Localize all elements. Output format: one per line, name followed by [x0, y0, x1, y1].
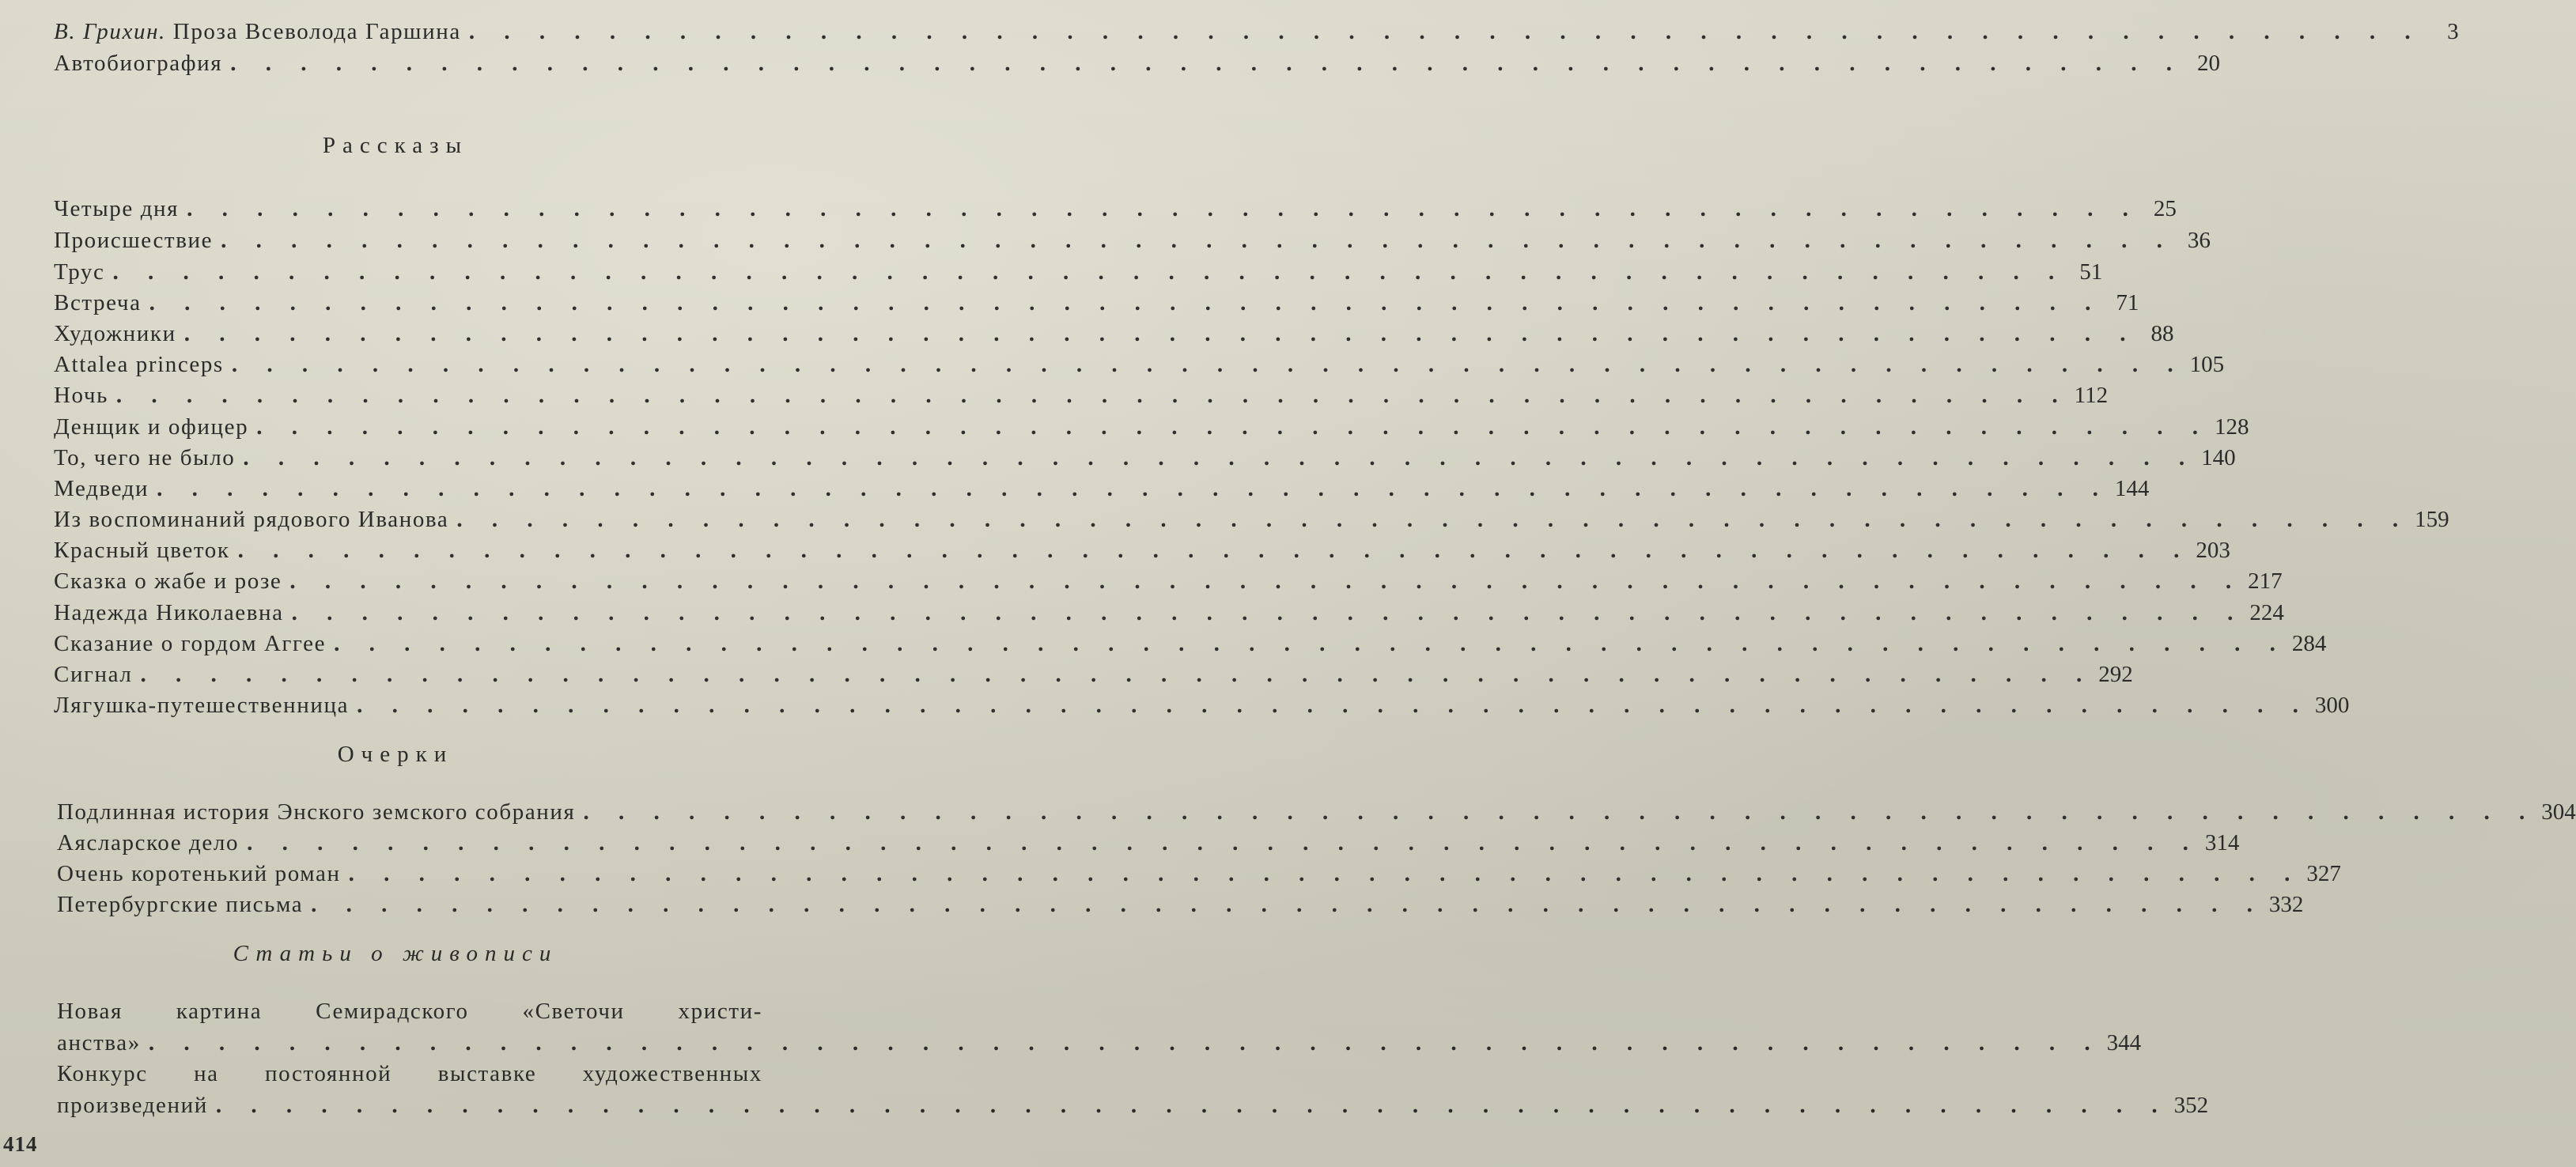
- section-heading-painting: Статьи о живописи: [233, 941, 558, 966]
- dot-leader: . . . . . . . . . . . . . . . . . . . . . . . . . . . . . . . . . . . . . . . . . . . . . . . . . . . . . . . .: [112, 259, 2067, 285]
- entry-page: 144: [2114, 476, 2150, 501]
- toc-entry: [54, 225, 2211, 256]
- entry-title: Медведи: [54, 476, 149, 501]
- entry-title: Сигнал: [54, 662, 133, 687]
- entry-page: 25: [2153, 196, 2177, 221]
- dot-leader: . . . . . . . . . . . . . . . . . . . . . . . . . . . . . . . . . . . . . . . . . . . . . . . . . . . . . . . .: [247, 830, 2200, 855]
- entry-title: Встреча: [54, 290, 142, 315]
- dot-leader: . . . . . . . . . . . . . . . . . . . . . . . . . . . . . . . . . . . . . . . . . . . . . . . . . . . . . . . .: [456, 507, 2411, 532]
- entry-page: 292: [2098, 662, 2133, 687]
- entry-page: 128: [2214, 414, 2249, 440]
- entry-title-line2-row: [57, 1090, 2209, 1121]
- dot-leader: . . . . . . . . . . . . . . . . . . . . . . . . . . . . . . . . . . . . . . . . . . . . . . . . . . . . . . . .: [348, 861, 2302, 886]
- entry-title: То, чего не было: [54, 445, 236, 470]
- entry-page: 20: [2196, 51, 2220, 76]
- entry-title: [54, 16, 461, 47]
- entry-page: 71: [2116, 290, 2139, 315]
- toc-entry: [54, 473, 2150, 504]
- entry-title: Attalea princeps: [54, 352, 224, 377]
- toc-entry: [54, 628, 2327, 659]
- entry-title-line1: Конкурс на постоянной выставке художественных: [57, 1061, 762, 1086]
- entry-title: Происшествие: [54, 228, 214, 253]
- toc-entry: [54, 534, 2230, 566]
- toc-entry: [54, 442, 2236, 474]
- toc-entry: [54, 380, 2109, 411]
- dot-leader: . . . . . . . . . . . . . . . . . . . . . . . . . . . . . . . . . . . . . . . . . . . . . . . . . . . . . . . .: [237, 538, 2192, 563]
- entry-title-text: Проза Всеволода Гаршина: [172, 19, 461, 44]
- toc-entry: [54, 256, 2103, 288]
- entry-title: Из воспоминаний рядового Иванова: [54, 507, 449, 532]
- entry-page: 352: [2173, 1093, 2209, 1118]
- entry-page: 284: [2291, 631, 2327, 656]
- dot-leader: . . . . . . . . . . . . . . . . . . . . . . . . . . . . . . . . . . . . . . . . . . . . . . . . . . . . . . . .: [311, 892, 2264, 917]
- entry-page: 88: [2150, 321, 2174, 346]
- dot-leader: . . . . . . . . . . . . . . . . . . . . . . . . . . . . . . . . . . . . . . . . . . . . . . . . . . . . . . . .: [221, 228, 2174, 253]
- section-heading-stories: Рассказы: [322, 133, 469, 158]
- entry-title: Четыре дня: [54, 196, 180, 221]
- entry-page: 314: [2204, 830, 2240, 855]
- toc-entry: [54, 287, 2139, 319]
- dot-leader: . . . . . . . . . . . . . . . . . . . . . . . . . . . . . . . . . . . . . . . . . . . . . . . . . . . . . . . .: [256, 414, 2210, 440]
- entry-page: 36: [2187, 228, 2211, 253]
- entry-title: Надежда Николаевна: [54, 600, 284, 625]
- dot-leader: . . . . . . . . . . . . . . . . . . . . . . . . . . . . . . . . . . . . . . . . . . . . . . . . . . . . . . . .: [148, 1030, 2102, 1056]
- entry-title: Трус: [54, 259, 105, 285]
- dot-leader: . . . . . . . . . . . . . . . . . . . . . . . . . . . . . . . . . . . . . . . . . . . . . . . . . . . . . . . .: [140, 662, 2094, 687]
- toc-entry: [57, 796, 2576, 828]
- toc-entry-multiline: [57, 995, 2142, 1059]
- entry-title-line1: Новая картина Семирадского «Светочи христи-: [57, 999, 762, 1024]
- dot-leader: . . . . . . . . . . . . . . . . . . . . . . . . . . . . . . . . . . . . . . . . . . . . . . . . . . . . . . . .: [468, 19, 2423, 44]
- entry-author: В. Грихин.: [54, 19, 166, 44]
- entry-title: Аясларское дело: [57, 830, 240, 855]
- entry-page: 112: [2074, 383, 2109, 408]
- dot-leader: . . . . . . . . . . . . . . . . . . . . . . . . . . . . . . . . . . . . . . . . . . . . . . . . . . . . . . . .: [231, 352, 2185, 377]
- toc-entry: [54, 349, 2225, 380]
- entry-title: Петербургские письма: [57, 892, 304, 917]
- entry-title-line2: произведений: [57, 1093, 208, 1118]
- toc-entry: [54, 193, 2177, 225]
- entry-page: 304: [2541, 799, 2576, 825]
- entry-page: 159: [2415, 507, 2449, 532]
- dot-leader: . . . . . . . . . . . . . . . . . . . . . . . . . . . . . . . . . . . . . . . . . . . . . . . . . . . . . . . .: [230, 51, 2184, 76]
- entry-title: Ночь: [54, 383, 108, 408]
- toc-entry-multiline: [57, 1058, 2209, 1121]
- toc-entry: [54, 411, 2249, 443]
- entry-page: 217: [2248, 568, 2283, 594]
- entry-title: Художники: [54, 321, 176, 346]
- dot-leader: . . . . . . . . . . . . . . . . . . . . . . . . . . . . . . . . . . . . . . . . . . . . . . . . . . . . . . . .: [157, 476, 2110, 501]
- entry-title: Сказание о гордом Аггее: [54, 631, 327, 656]
- page-number: 414: [3, 1132, 38, 1156]
- dot-leader: . . . . . . . . . . . . . . . . . . . . . . . . . . . . . . . . . . . . . . . . . . . . . . . . . . . . . . . .: [183, 321, 2138, 346]
- entry-page: 332: [2268, 892, 2304, 917]
- entry-page: 3: [2447, 19, 2459, 44]
- entry-title: Автобиография: [54, 51, 223, 76]
- entry-title: Очень коротенький роман: [57, 861, 341, 886]
- dot-leader: . . . . . . . . . . . . . . . . . . . . . . . . . . . . . . . . . . . . . . . . . . . . . . . . . . . . . . . .: [149, 290, 2103, 315]
- entry-page: 51: [2079, 259, 2103, 285]
- entry-title: Денщик и офицер: [54, 414, 249, 440]
- toc-entry: [54, 504, 2449, 535]
- dot-leader: . . . . . . . . . . . . . . . . . . . . . . . . . . . . . . . . . . . . . . . . . . . . . . . . . . . . . . . .: [243, 445, 2197, 470]
- toc-entry: [54, 689, 2350, 721]
- entry-title: Лягушка-путешественница: [54, 693, 350, 718]
- entry-title: Подлинная история Энского земского собрания: [57, 799, 576, 825]
- entry-page: 203: [2196, 538, 2230, 563]
- toc-entry-preface: [54, 16, 2459, 47]
- dot-leader: . . . . . . . . . . . . . . . . . . . . . . . . . . . . . . . . . . . . . . . . . . . . . . . . . . . . . . . .: [289, 568, 2244, 594]
- entry-page: 105: [2189, 352, 2225, 377]
- toc-entry: [54, 597, 2284, 629]
- toc-entry: [54, 659, 2133, 690]
- entry-title: Красный цветок: [54, 538, 230, 563]
- entry-page: 224: [2249, 600, 2284, 625]
- toc-entry: [57, 858, 2341, 889]
- toc-entry-autobiography: [54, 47, 2220, 79]
- section-heading-essays: Очерки: [337, 742, 454, 767]
- toc-entry: [57, 889, 2304, 920]
- entry-page: 300: [2314, 693, 2350, 718]
- entry-page: 140: [2201, 445, 2236, 470]
- entry-page: 344: [2106, 1030, 2142, 1056]
- entry-page: 327: [2306, 861, 2341, 886]
- dot-leader: . . . . . . . . . . . . . . . . . . . . . . . . . . . . . . . . . . . . . . . . . . . . . . . . . . . . . . . .: [334, 631, 2287, 656]
- entry-title-line2: анства»: [57, 1030, 141, 1056]
- toc-entry: [54, 318, 2174, 349]
- dot-leader: . . . . . . . . . . . . . . . . . . . . . . . . . . . . . . . . . . . . . . . . . . . . . . . . . . . . . . . .: [215, 1093, 2169, 1118]
- toc-entry: [57, 827, 2240, 859]
- entry-title-line2-row: [57, 1027, 2142, 1059]
- dot-leader: . . . . . . . . . . . . . . . . . . . . . . . . . . . . . . . . . . . . . . . . . . . . . . . . . . . . . . . .: [583, 799, 2537, 825]
- dot-leader: . . . . . . . . . . . . . . . . . . . . . . . . . . . . . . . . . . . . . . . . . . . . . . . . . . . . . . . .: [291, 600, 2245, 625]
- dot-leader: . . . . . . . . . . . . . . . . . . . . . . . . . . . . . . . . . . . . . . . . . . . . . . . . . . . . . . . .: [187, 196, 2140, 221]
- dot-leader: . . . . . . . . . . . . . . . . . . . . . . . . . . . . . . . . . . . . . . . . . . . . . . . . . . . . . . . .: [115, 383, 2070, 408]
- toc-entry: [54, 565, 2283, 597]
- dot-leader: . . . . . . . . . . . . . . . . . . . . . . . . . . . . . . . . . . . . . . . . . . . . . . . . . . . . . . . .: [357, 693, 2310, 718]
- entry-title: Сказка о жабе и розе: [54, 568, 282, 594]
